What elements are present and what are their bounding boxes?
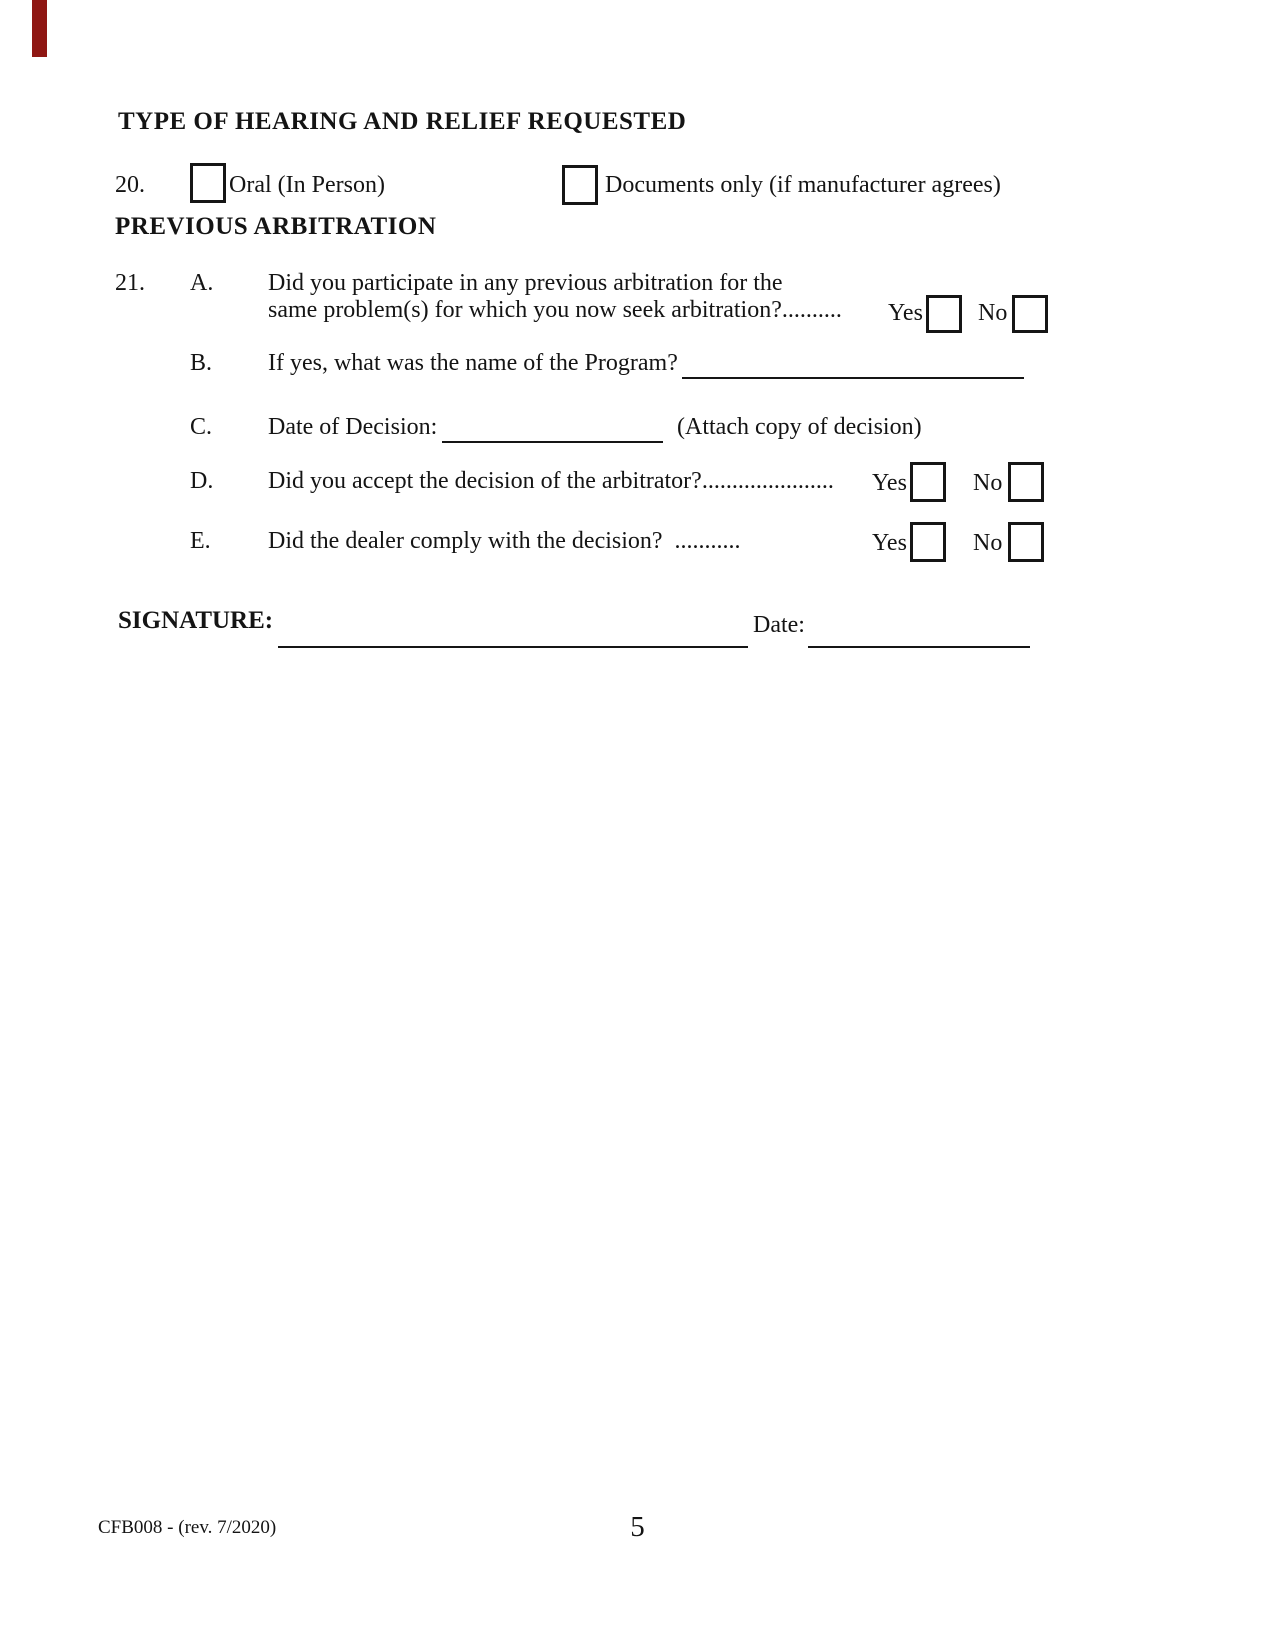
documents-only-label: Documents only (if manufacturer agrees): [605, 172, 1001, 198]
item-d-no-label: No: [973, 470, 1003, 496]
date-of-decision-blank-line[interactable]: [442, 441, 663, 443]
item-a-no-label: No: [978, 300, 1008, 326]
item-a-letter: A.: [190, 270, 214, 296]
item-a-yes-checkbox[interactable]: [926, 295, 962, 333]
section-title-type-of-hearing: TYPE OF HEARING AND RELIEF REQUESTED: [118, 108, 687, 135]
item-a-no-checkbox[interactable]: [1012, 295, 1048, 333]
date-blank-line[interactable]: [808, 646, 1030, 648]
item-d-no-checkbox[interactable]: [1008, 462, 1044, 502]
item-e-no-label: No: [973, 530, 1003, 556]
item-b-letter: B.: [190, 350, 213, 376]
item-e-text: Did the dealer comply with the decision? ...........: [268, 528, 741, 554]
item-c-note: (Attach copy of decision): [677, 414, 922, 440]
item-c-letter: C.: [190, 414, 213, 440]
red-scan-mark: [32, 0, 47, 57]
documents-only-checkbox[interactable]: [562, 165, 598, 205]
item-a-yes-label: Yes: [888, 300, 923, 326]
item-d-text: Did you accept the decision of the arbitrator?......................: [268, 468, 834, 494]
signature-label: SIGNATURE:: [118, 607, 274, 634]
item-e-no-checkbox[interactable]: [1008, 522, 1044, 562]
form-code: CFB008 - (rev. 7/2020): [98, 1517, 277, 1538]
signature-blank-line[interactable]: [278, 646, 748, 648]
item-b-text: If yes, what was the name of the Program?: [268, 350, 678, 376]
item-c-label: Date of Decision:: [268, 414, 438, 440]
item-e-yes-label: Yes: [872, 530, 907, 556]
date-label: Date:: [753, 612, 805, 638]
item-d-yes-label: Yes: [872, 470, 907, 496]
item-a-text-line1: Did you participate in any previous arbitration for the: [268, 270, 783, 296]
oral-in-person-checkbox[interactable]: [190, 163, 226, 203]
item-d-yes-checkbox[interactable]: [910, 462, 946, 502]
question-20-number: 20.: [115, 172, 145, 198]
item-d-letter: D.: [190, 468, 214, 494]
oral-in-person-label: Oral (In Person): [229, 172, 385, 198]
item-a-text-line2: same problem(s) for which you now seek arbitration?..........: [268, 297, 842, 323]
question-21-number: 21.: [115, 270, 145, 296]
page-number: 5: [630, 1511, 645, 1543]
program-name-blank-line[interactable]: [682, 377, 1024, 379]
section-title-previous-arbitration: PREVIOUS ARBITRATION: [115, 213, 437, 240]
item-e-letter: E.: [190, 528, 211, 554]
item-e-yes-checkbox[interactable]: [910, 522, 946, 562]
